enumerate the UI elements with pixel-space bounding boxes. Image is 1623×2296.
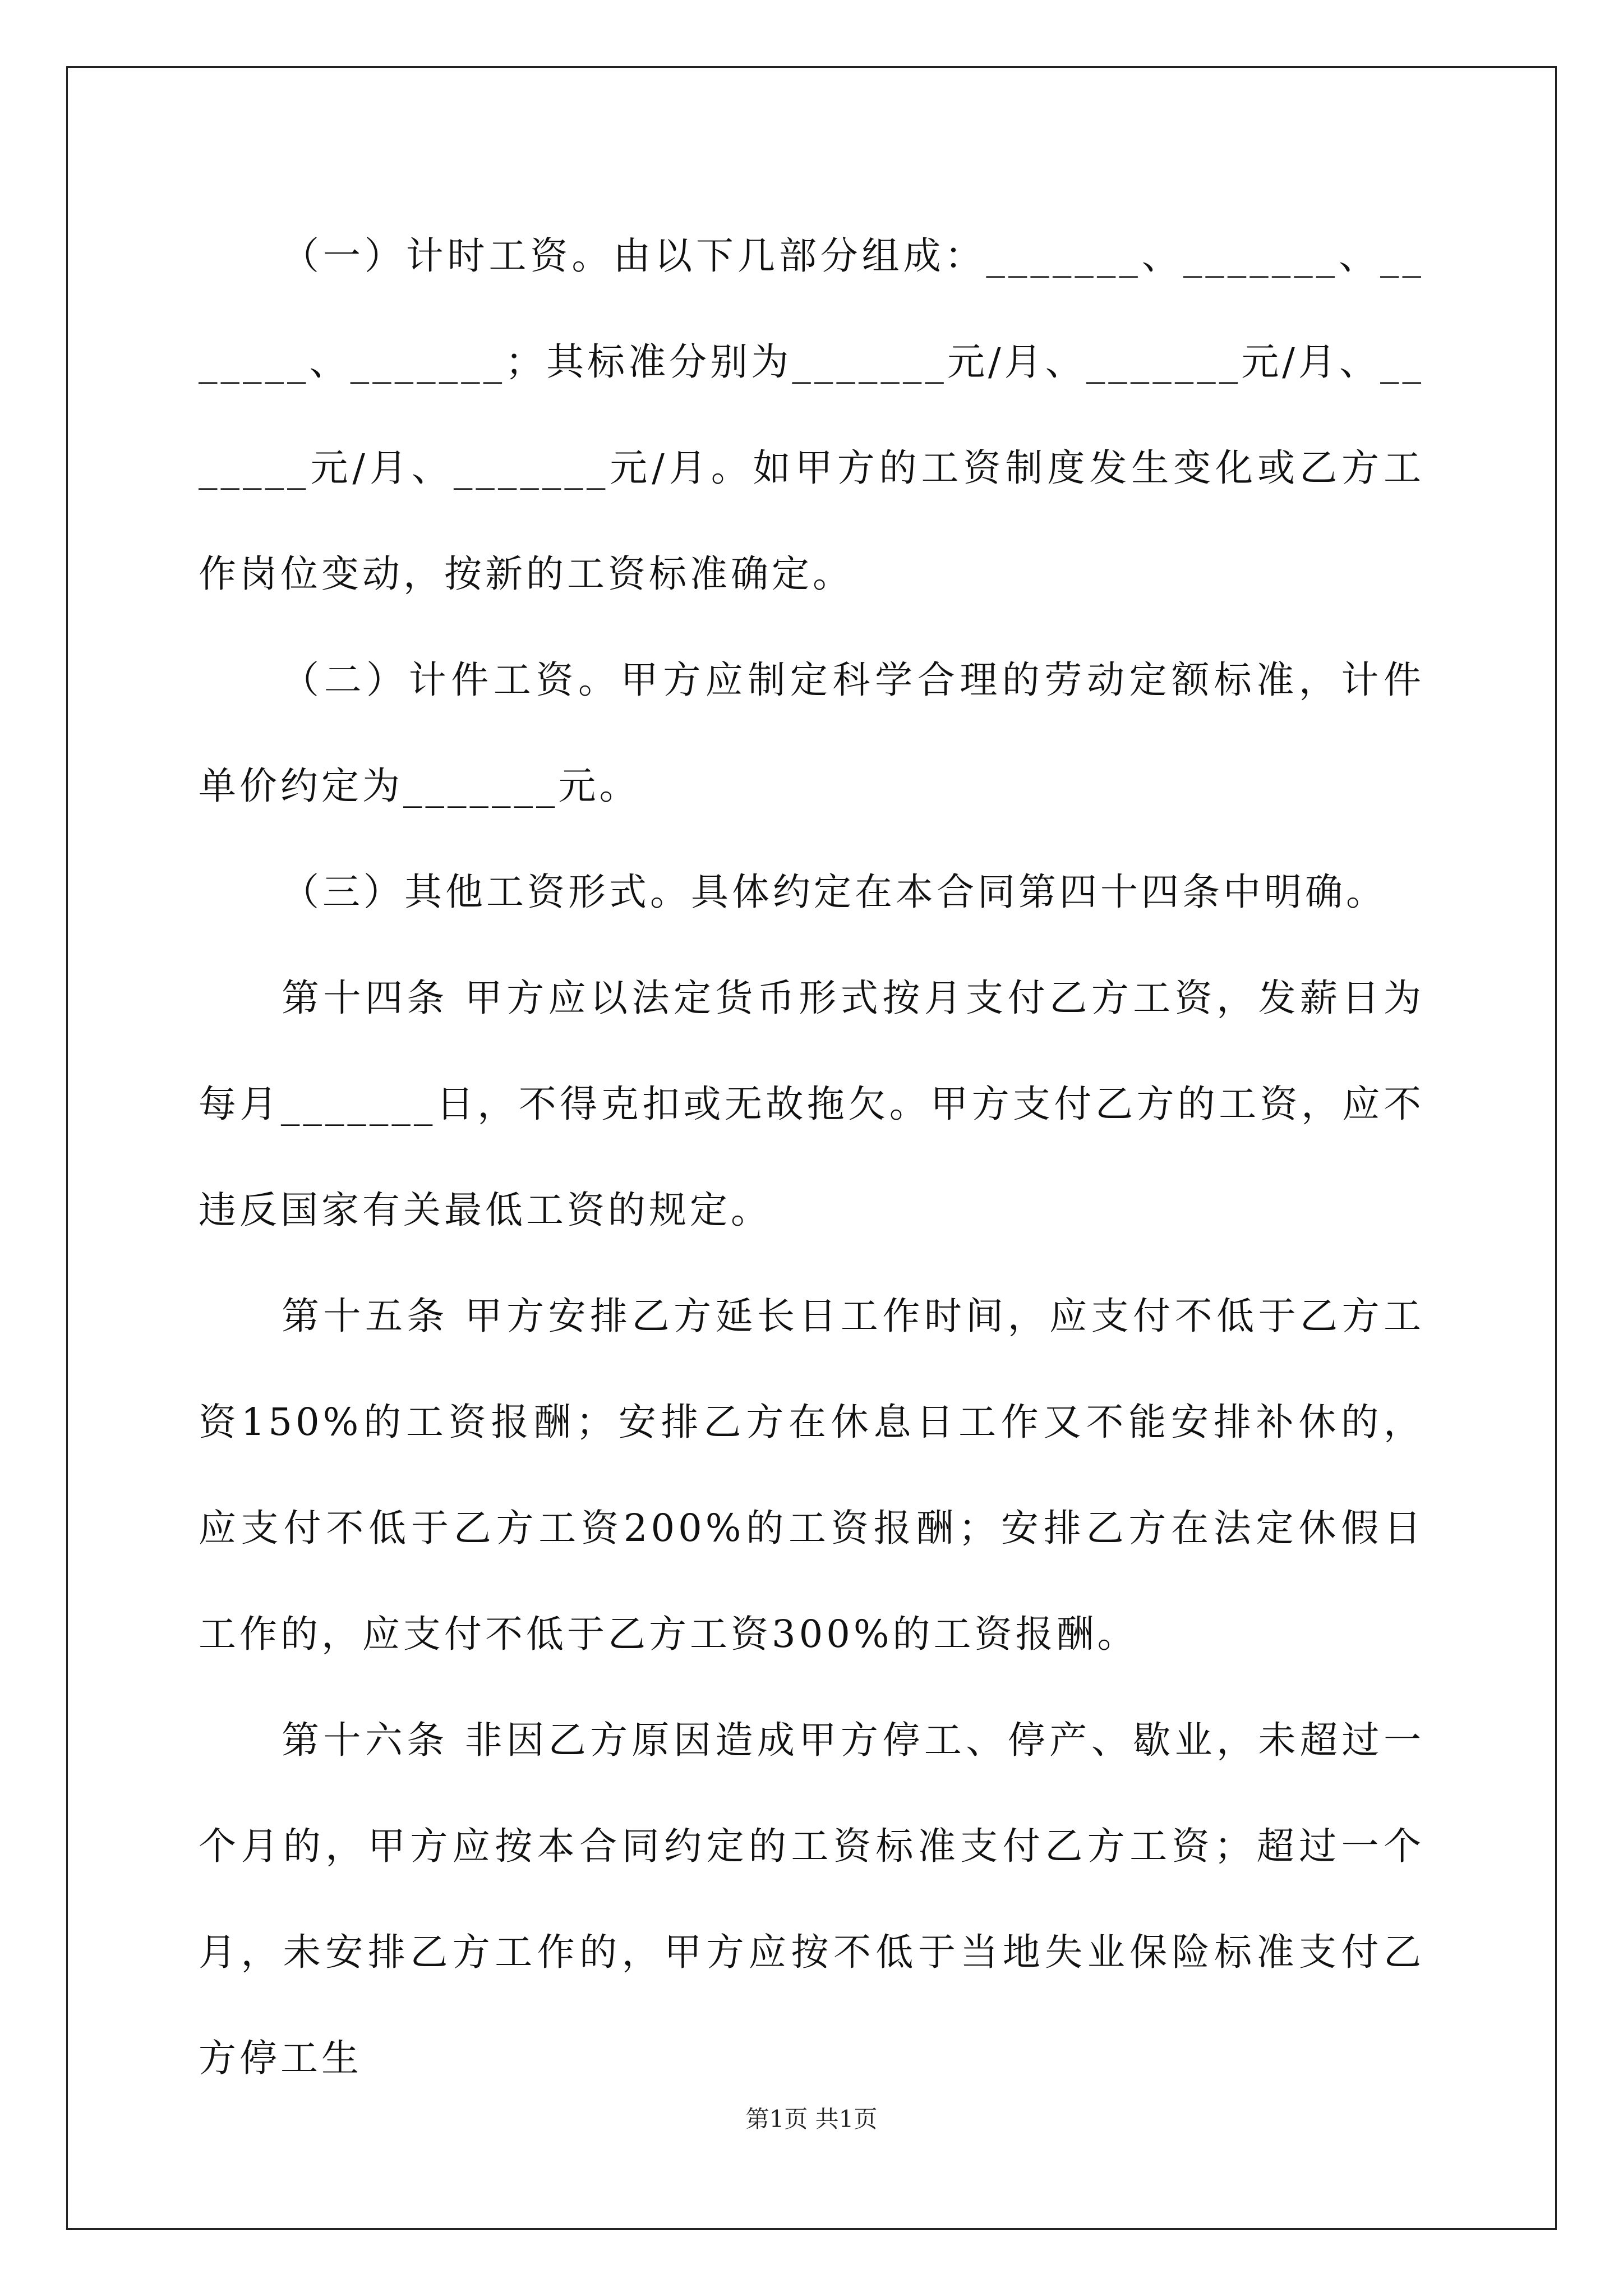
paragraph-other-wage: （三）其他工资形式。具体约定在本合同第四十四条中明确。 bbox=[282, 870, 1387, 914]
document-body bbox=[199, 203, 1424, 2111]
paragraph-piece-wage: （二）计件工资。甲方应制定科学合理的劳动定额标准，计件单价约定为_______元。 bbox=[199, 658, 1424, 808]
paragraph-article-16: 第十六条 非因乙方原因造成甲方停工、停产、歇业，未超过一个月的，甲方应按本合同约定的工资标准支付乙方工资；超过一个月，未安排乙方工作的，甲方应按不低于当地失业保险标准支付乙方停工生 bbox=[199, 1718, 1424, 2080]
paragraph-article-14: 第十四条 甲方应以法定货币形式按月支付乙方工资，发薪日为每月_______日，不得克扣或无故拖欠。甲方支付乙方的工资，应不违反国家有关最低工资的规定。 bbox=[199, 976, 1424, 1232]
paragraph-article-15: 第十五条 甲方安排乙方延长日工作时间，应支付不低于乙方工资150%的工资报酬；安排乙方在休息日工作又不能安排补休的，应支付不低于乙方工资200%的工资报酬；安排乙方在法定休假日工作的，应支付不低于乙方工资300%的工资报酬。 bbox=[199, 1294, 1424, 1656]
paragraph-hourly-wage: （一）计时工资。由以下几部分组成：_______、_______、_______、_______；其标准分别为_______元/月、_______元/月、_______元/月、_______元/月。如甲方的工资制度发生变化或乙方工作岗位变动，按新的工资标准确定。 bbox=[199, 234, 1424, 596]
page-footer: 第1页 共1页 bbox=[745, 2105, 878, 2133]
